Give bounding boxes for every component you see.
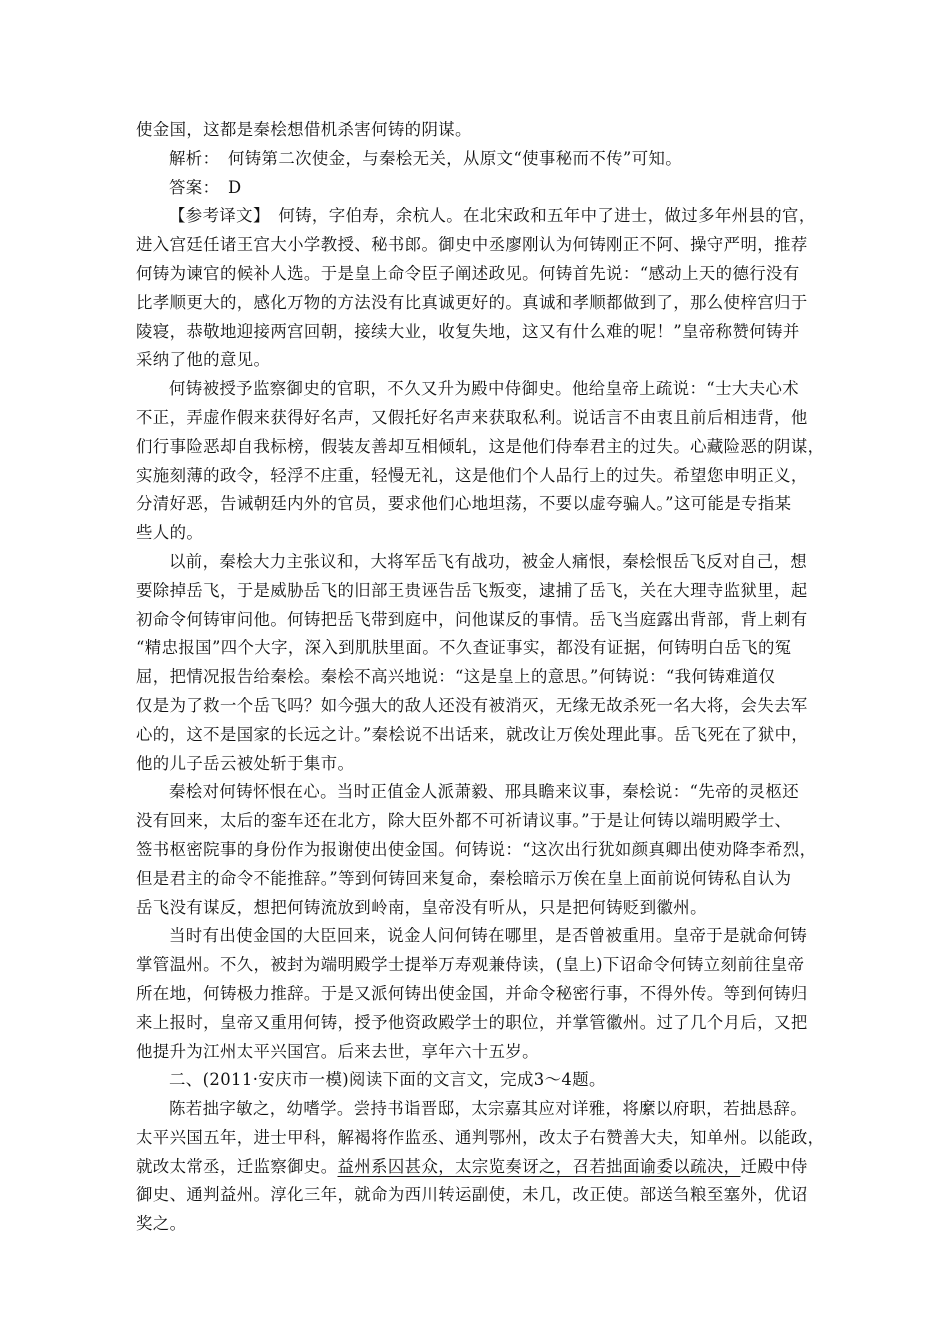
text-line: 解析： 何铸第二次使金，与秦桧无关，从原文“使事秘而不传”可知。 [169,148,683,168]
text-line: 心的，这不是国家的长远之计。”秦桧说不出话来，就改让万俟处理此事。岳飞死在了狱中， [136,724,809,744]
text-line: 进入宫廷任诸王宫大小学教授、秘书郎。御史中丞廖刚认为何铸刚正不阿、操守严明，推荐 [136,235,808,255]
text-span: 迁殿中侍 [740,1156,808,1176]
text-line: 二、(2011·安庆市一模)阅读下面的文言文，完成3～4题。 [169,1070,606,1090]
text-line: 何铸为谏官的候补人选。于是皇上命令臣子阐述政见。何铸首先说：“感动上天的德行没有 [136,263,800,283]
document-body [136,116,825,1239]
text-line: 掌管温州。不久，被封为端明殿学士提举万寿观兼侍读，(皇上)下诏命令何铸立刻前往皇帝 [136,955,805,975]
text-line: 比孝顺更大的，感化万物的方法没有比真诚更好的。真诚和孝顺都做到了，那么使梓宫归于 [136,292,808,312]
text-span: 奖之。 [136,1214,187,1234]
text-line: 何铸被授予监察御史的官职，不久又升为殿中侍御史。他给皇帝上疏说：“士大夫心术 [169,379,800,399]
text-line: 们行事险恶却自我标榜，假装友善却互相倾轧，这是他们侍奉君主的过失。心藏险恶的阴谋， [136,436,825,456]
text-line: 他提升为江州太平兴国宫。后来去世，享年六十五岁。 [136,1041,539,1061]
text-line: 当时有出使金国的大臣回来，说金人问何铸在哪里，是否曾被重用。皇帝于是就命何铸 [169,926,808,946]
text-span: 御史、通判益州。淳化三年，就命为西川转运副使，未几，改正使。部送刍粮至塞外，优诏 [136,1185,808,1205]
text-line: 分清好恶，告诫朝廷内外的官员，要求他们心地坦荡，不要以虚夸骗人。”这可能是专指某 [136,494,792,514]
text-line: 来上报时，皇帝又重用何铸，授予他资政殿学士的职位，并掌管徽州。过了几个月后，又把 [136,1012,808,1032]
text-line [136,1210,816,1239]
text-line: 所在地，何铸极力推辞。于是又派何铸出使金国，并命令秘密行事，不得外传。等到何铸归 [136,983,808,1003]
text-line: 陵寝，恭敬地迎接两宫回朝，接续大业，收复失地，这又有什么难的呢！”皇帝称赞何铸并 [136,321,800,341]
text-line: 答案： D [169,177,242,197]
text-line: 些人的。 [136,523,204,543]
text-line: 他的儿子岳云被处斩于集市。 [136,753,355,773]
text-line: 陈若拙字敏之，幼嗜学。尝持书诣晋邸，太宗嘉其应对详雅，将縻以府职，若拙恳辞。 [169,1099,808,1119]
text-line: 秦桧对何铸怀恨在心。当时正值金人派萧毅、邢具瞻来议事，秦桧说：“先帝的灵柩还 [169,782,800,802]
text-line: 没有回来，太后的銮车还在北方，除大臣外都不可祈请议事。”于是让何铸以端明殿学士、 [136,811,792,831]
text-line [136,1181,816,1210]
text-line [136,1124,825,1153]
text-line: 初命令何铸审问他。何铸把岳飞带到庭中，问他谋反的事情。岳飞当庭露出背部，背上刺有 [136,609,808,629]
text-span: 就改太常丞，迁监察御史。 [136,1156,338,1176]
underlined-sentence: 益州系囚甚众，太宗览奏讶之，召若拙面谕委以疏决， [337,1156,741,1176]
text-line: 岳飞没有谋反，想把何铸流放到岭南，皇帝没有听从，只是把何铸贬到徽州。 [136,897,707,917]
text-span: 太平兴国五年，进士甲科，解褐将作监丞、通判鄂州，改太子右赞善大夫，知单州。以能政， [136,1127,825,1147]
text-line: 不正，弄虚作假来获得好名声，又假托好名声来获取私利。说话言不由衷且前后相违背，他 [136,407,808,427]
text-line: 仅是为了救一个岳飞吗？如今强大的敌人还没有被消灭，无缘无故杀死一名大将，会失去军 [136,695,808,715]
text-line: 以前，秦桧大力主张议和，大将军岳飞有战功，被金人痛恨，秦桧恨岳飞反对自己，想 [169,551,808,571]
text-line: 【参考译文】 何铸，字伯寿，余杭人。在北宋政和五年中了进士，做过多年州县的官， [169,206,816,226]
text-line: 但是君主的命令不能推辞。”等到何铸回来复命，秦桧暗示万俟在皇上面前说何铸私自认为 [136,868,792,888]
text-line: 采纳了他的意见。 [136,350,271,370]
text-line: 使金国，这都是秦桧想借机杀害何铸的阴谋。 [136,120,472,139]
paragraph-lines [136,116,825,1124]
text-line: 实施刻薄的政令，轻浮不庄重，轻慢无礼，这是他们个人品行上的过失。希望您申明正义， [136,465,808,485]
text-line: 签书枢密院事的身份作为报谢使出使金国。何铸说：“这次出行犹如颜真卿出使劝降李希烈， [136,839,817,859]
text-line: “精忠报国”四个大字，深入到肌肤里面。不久查证事实，都没有证据，何铸明白岳飞的冤 [136,638,792,658]
text-line [136,1153,816,1182]
text-line: 要除掉岳飞，于是威胁岳飞的旧部王贵诬告岳飞叛变，逮捕了岳飞，关在大理寺监狱里，起 [136,580,808,600]
text-line: 屈，把情况报告给秦桧。秦桧不高兴地说：“这是皇上的意思。”何铸说：“我何铸难道仅 [136,667,776,687]
